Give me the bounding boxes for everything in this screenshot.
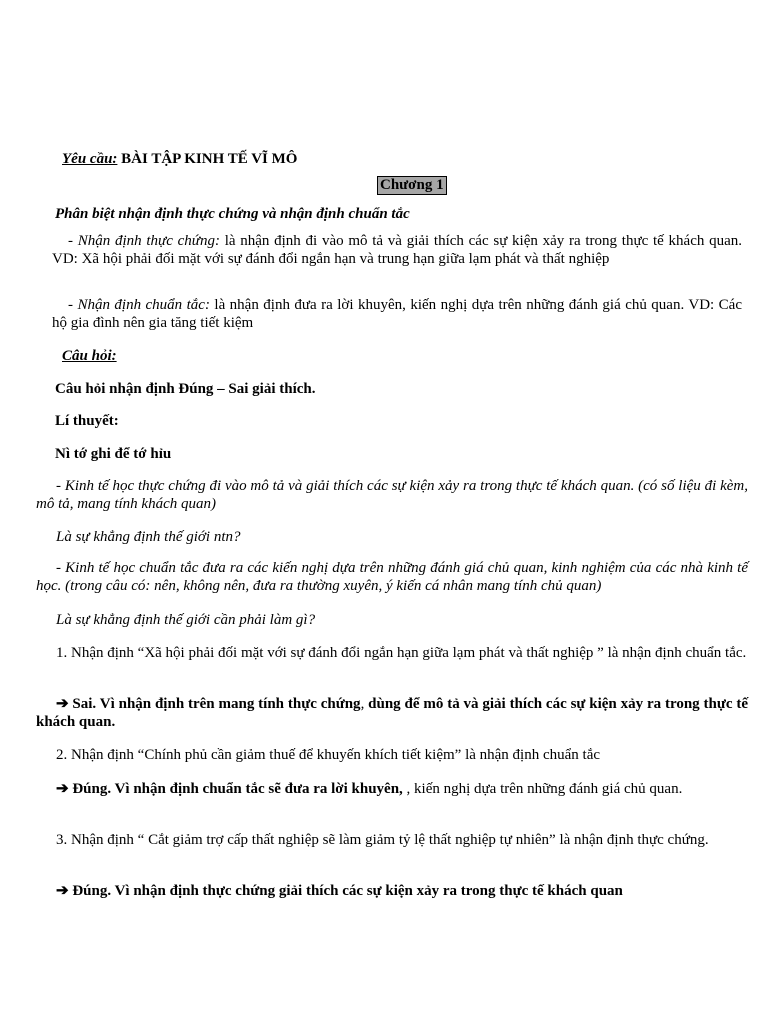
questions-label: Câu hỏi: [62,348,117,364]
positive-definition [52,232,742,268]
chapter-heading: Chương 1 [377,176,447,195]
document-title: BÀI TẬP KINH TẾ VĨ MÔ [121,151,298,167]
intro-heading: Phân biệt nhận định thực chứng và nhận định chuẩn tắc [55,206,410,222]
answer-1 [36,695,748,731]
positive-definition-text: là nhận định đi vào mô tả và giải thích các sự kiện xảy ra trong thực tế khách quan. VD: Xã hội phải đối mặt với sự đánh đổi ngắn hạn và trung hạn giữa lạm phát và thất nghiệp [52,233,742,267]
section-title: Câu hỏi nhận định Đúng – Sai giải thích. [55,381,316,397]
note-label: Nì tớ ghi để tớ hỉu [55,446,172,462]
answer-2 [36,780,748,798]
normative-term: - Nhận định chuẩn tắc: [68,297,210,313]
theory-normative: - Kinh tế học chuẩn tắc đưa ra các kiến nghị dựa trên những đánh giá chủ quan, kinh nghiệm của các nhà kinh tế học. (trong câu có: nên, không nên, đưa ra thường xuyên, ý kiến cá nhân mang tính chủ quan) [36,560,748,594]
theory-positive-question: Là sự khẳng định thế giới ntn? [56,529,241,545]
arrow-right-icon: ➔ [56,781,69,797]
answer-2-explanation: , kiến nghị dựa trên những đánh giá chủ quan. [402,781,683,797]
normative-definition [52,296,742,332]
requirement-line [62,150,297,168]
arrow-right-icon: ➔ [56,883,69,899]
question-1: 1. Nhận định “Xã hội phải đối mặt với sự đánh đổi ngắn hạn giữa lạm phát và thất nghiệp ” là nhận định chuẩn tắc. [56,645,747,661]
theory-positive: - Kinh tế học thực chứng đi vào mô tả và giải thích các sự kiện xảy ra trong thực tế khách quan. (có số liệu đi kèm, mô tả, mang tính khách quan) [36,478,748,512]
theory-normative-question: Là sự khẳng định thế giới cần phải làm gì? [56,612,316,628]
answer-3-verdict: Đúng. Vì nhận định thực chứng giải thích các sự kiện xảy ra trong thực tế khách quan [72,883,623,899]
question-2: 2. Nhận định “Chính phủ cần giảm thuế để khuyến khích tiết kiệm” là nhận định chuẩn tắc [56,747,601,763]
normative-definition-text: là nhận định đưa ra lời khuyên, kiến nghị dựa trên những đánh giá chủ quan. VD: Các hộ gia đình nên gia tăng tiết kiệm [52,297,742,331]
answer-1-separator: , [360,696,369,712]
theory-label: Lí thuyết: [55,413,119,429]
answer-3 [56,882,623,900]
answer-1-verdict: Sai. Vì nhận định trên mang tính thực chứng [72,696,361,712]
answer-1-explanation: dùng để mô tả và giải thích các sự kiện xảy ra trong thực tế khách quan. [36,696,749,730]
requirement-label: Yêu cầu: [62,151,118,167]
arrow-right-icon: ➔ [56,696,69,712]
answer-2-verdict: Đúng. Vì nhận định chuẩn tắc sẽ đưa ra lời khuyên, [72,781,403,797]
question-3: 3. Nhận định “ Cắt giảm trợ cấp thất nghiệp sẽ làm giảm tỷ lệ thất nghiệp tự nhiên” là nhận định thực chứng. [56,832,709,848]
positive-term: - Nhận định thực chứng: [68,233,220,249]
